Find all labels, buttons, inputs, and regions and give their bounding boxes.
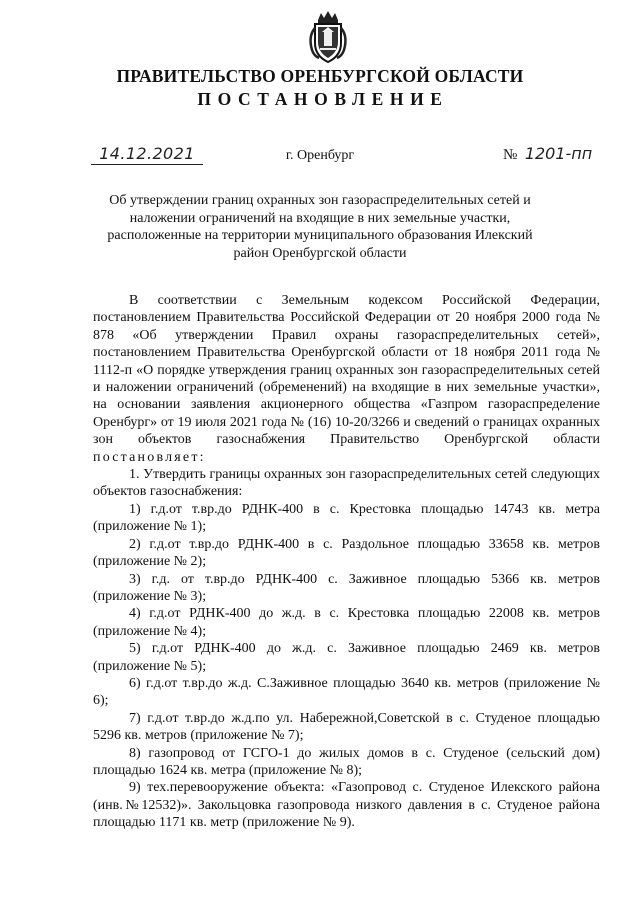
preamble-paragraph [93,292,600,466]
resolves-word: постановляет: [93,449,206,465]
document-type: ПОСТАНОВЛЕНИЕ [197,89,449,109]
number-value: 1201-пп [524,144,593,163]
list-item: 9) тех.перевооружение объекта: «Газопровод с. Студеное Илекского района (инв.№12532)». Закольцовка газопровода низкого давления в с. Студеное района площадью 1171 кв. метр (приложение № 9). [93,780,600,831]
list-item: 3) г.д. от т.вр.до РДНК-400 с. Заживное площадью 5366 кв. метров (приложение № 3); [93,571,600,604]
list-item: 8) газопровод от ГСГО-1 до жилых домов в с. Студеное (сельский дом) площадью 1624 кв. метра (приложение № 8); [93,745,600,778]
list-item: 1) г.д.от т.вр.до РДНК-400 в с. Крестовка площадью 14743 кв. метра (приложение № 1); [93,501,600,535]
list-item: 7) г.д.от т.вр.до ж.д.по ул. Набережной,Советской в с. Студеное площадью 5296 кв. метров (приложение № 7); [93,710,600,744]
list-item: 6) г.д.от т.вр.до ж.д. С.Заживное площадью 3640 кв. метров (приложение № 6); [93,675,600,709]
list-item: 4) г.д.от РДНК-400 до ж.д. в с. Крестовка площадью 22008 кв. метров (приложение № 4); [93,606,600,639]
document-city: г. Оренбург [285,148,355,163]
document-body [93,292,600,832]
document-subject: Об утверждении границ охранных зон газораспределительных сетей и наложении ограничений на входящие в них земельные участки, расположенные на территории муниципального образования Илекский район Оренбургской области [107,193,533,261]
preamble-text: В соответствии с Земельным кодексом Российской Федерации, постановлением Правительства Российской Федерации от 20 ноября 2000 года № 878 «Об утверждении Правил охраны газораспределительных сетей», постановлением Правительства Оренбургской области от 18 ноября 2011 года № 1112-п «О порядке утверждения границ охранных зон газораспределительных сетей и наложении ограничений (обременений) на входящие в них земельные участки», на основании заявления акционерного общества «Газпром газораспределение Оренбург» от 19 июля 2021 года № (16) 10-20/3266 и сведений о границах охранных зон объектов газоснабжения Правительство Оренбургской области [93,293,600,448]
list-item: 2) г.д.от т.вр.до РДНК-400 в с. Раздольное площадью 33658 кв. метров (приложение № 2); [93,536,600,570]
coat-of-arms-icon [305,10,351,64]
date-value: 14.12.2021 [99,144,195,163]
date-underline [91,164,203,165]
document-number [503,144,592,164]
point-1: 1. Утвердить границы охранных зон газораспределительных сетей следующих объектов газоснабжения: [93,467,600,500]
list-item: 5) г.д.от РДНК-400 до ж.д. с. Заживное площадью 2469 кв. метров (приложение № 5); [93,641,600,674]
government-title: ПРАВИТЕЛЬСТВО ОРЕНБУРГСКОЙ ОБЛАСТИ [116,66,524,86]
number-sign: № [503,147,518,163]
